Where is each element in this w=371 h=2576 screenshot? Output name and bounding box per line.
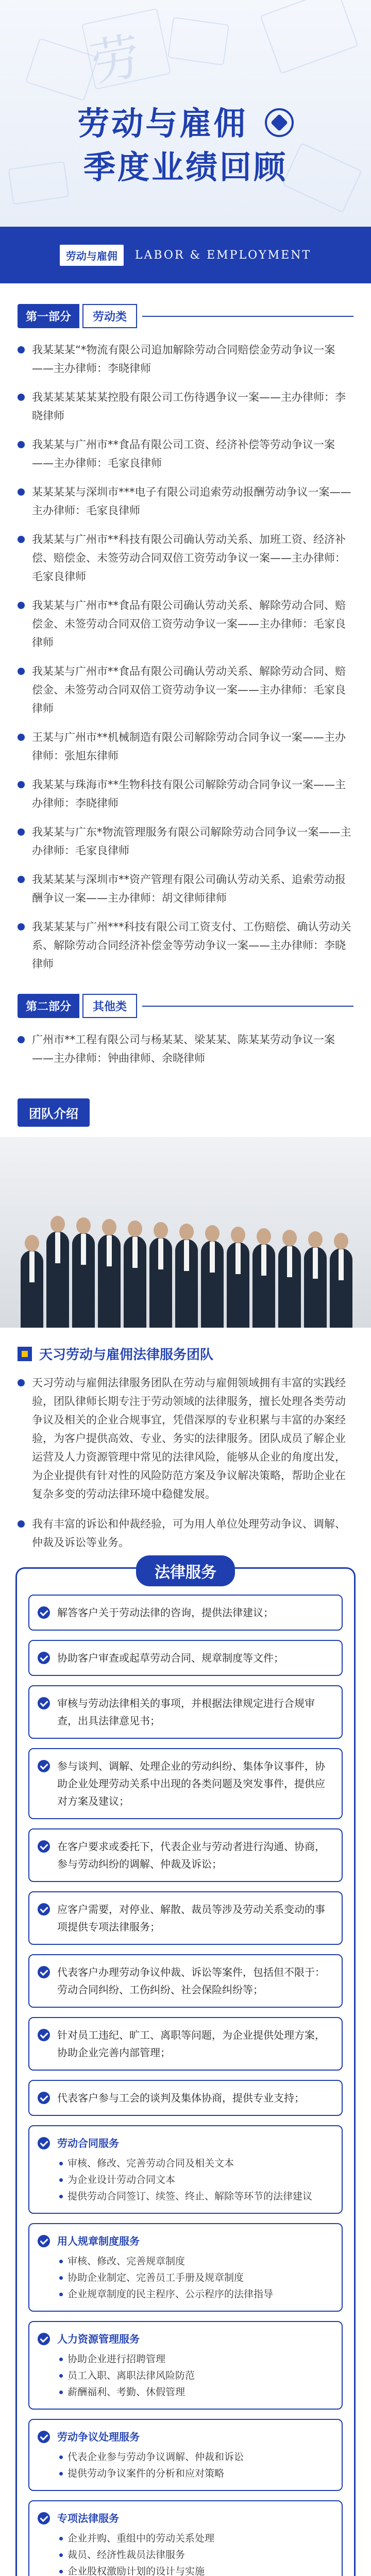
service-content (57, 1649, 333, 1667)
service-line: 提供劳动争议案件的分析和应对策略 (57, 2465, 333, 2482)
service-line: 企业规章制度的民主程序、公示程序的法律指导 (57, 2286, 333, 2302)
check-icon (38, 1903, 50, 1916)
person-head (128, 1221, 142, 1237)
case-text: 我某某某某某某控股有限公司工伤待遇争议一案——主办律师：李晓律师 (32, 391, 346, 422)
category-subtitle: LABOR & EMPLOYMENT (134, 248, 312, 262)
bullet-icon (18, 346, 25, 353)
service-heading: 人力资源管理服务 (57, 2333, 140, 2345)
check-icon (38, 2137, 50, 2149)
bullet-icon (18, 668, 25, 675)
bullet-icon (18, 734, 25, 741)
person-head (179, 1224, 194, 1240)
service-item (28, 2125, 343, 2214)
team-member-figure (227, 1242, 249, 1328)
person-head (25, 1235, 39, 1251)
check-icon (38, 1760, 50, 1772)
person-shirt (287, 1246, 292, 1277)
service-text: 代表客户参与工会的谈判及集体协商，提供专业支持； (57, 2092, 305, 2104)
person-shirt (81, 1234, 86, 1265)
deco-frame (260, 0, 358, 74)
bullet-icon (18, 488, 25, 496)
service-line: 代表企业参与劳动争议调解、仲裁和诉讼 (57, 2449, 333, 2465)
service-text: 应客户需要，对停业、解散、裁员等涉及劳动关系变动的事项提供专项法律服务； (57, 1903, 325, 1933)
case-item (18, 388, 353, 425)
hero-title-text: 劳动与雇佣 (77, 105, 248, 142)
person-shirt (235, 1243, 241, 1274)
part2-section (0, 994, 371, 1067)
firm-logo-icon (265, 108, 294, 137)
part1-case-list (18, 341, 353, 973)
service-item (28, 2500, 343, 2576)
person-head (282, 1230, 297, 1246)
service-item (28, 1595, 343, 1631)
service-line: 提供劳动合同签订、续签、终止、解除等环节的法律建议 (57, 2188, 333, 2205)
case-text: 王某与广州市**机械制造有限公司解除劳动合同争议一案——主办律师：张旭东律师 (32, 731, 346, 762)
person-shirt (339, 1249, 344, 1280)
service-content (57, 2510, 333, 2576)
service-line: 企业并购、重组中的劳动关系处理 (57, 2530, 333, 2547)
bullet-icon (18, 876, 25, 883)
part1-name: 劳动类 (82, 304, 137, 328)
service-text: 协助客户审查或起草劳动合同、规章制度等文件； (57, 1652, 284, 1664)
service-content (57, 2330, 333, 2400)
team-paragraph-text: 我有丰富的诉讼和仲裁经验，可为用人单位处理劳动争议、调解、仲裁及诉讼等业务。 (32, 1518, 346, 1549)
service-content (57, 2428, 333, 2482)
service-text: 针对员工违纪、旷工、离职等问题，为企业提供处理方案，协助企业完善内部管理； (57, 2029, 325, 2059)
person-shirt (261, 1245, 266, 1276)
service-content (57, 1694, 333, 1730)
services-list (28, 1595, 343, 2576)
check-icon (38, 1966, 50, 1978)
person-shirt (107, 1235, 112, 1266)
service-line: 裁员、经济性裁员法律服务 (57, 2547, 333, 2563)
team-subheading (18, 1344, 353, 1363)
bullet-icon (18, 781, 25, 788)
service-item (28, 2419, 343, 2491)
case-item (18, 530, 353, 586)
team-member-figure (149, 1238, 172, 1328)
service-line: 审核、修改、完善规章制度 (57, 2253, 333, 2269)
check-icon (38, 2029, 50, 2041)
category-chip: 劳动与雇佣 (60, 245, 124, 266)
check-icon (38, 2333, 50, 2345)
hero-title-line2: 季度业绩回顾 (83, 148, 288, 186)
check-icon (38, 2431, 50, 2443)
check-icon (38, 1652, 50, 1664)
service-line: 审核、修改、完善劳动合同及相关文本 (57, 2155, 333, 2172)
team-member-figure (124, 1236, 146, 1328)
team-photo (0, 1137, 371, 1328)
square-bullet-icon (18, 1347, 32, 1361)
case-item (18, 1030, 353, 1067)
service-content (57, 2026, 333, 2061)
category-banner (0, 227, 371, 283)
case-text: 我某某与广州市**食品有限公司工资、经济补偿等劳动争议一案——主办律师：毛家良律师 (32, 438, 335, 469)
services-box (15, 1564, 356, 2576)
service-content (57, 2089, 333, 2107)
service-text: 参与谈判、调解、处理企业的劳动纠纷、集体争议事件，协助企业处理劳动关系中出现的各类问题及突发事件，提供应对方案及建议； (57, 1760, 325, 1807)
service-content (57, 2232, 333, 2302)
header-rule (142, 316, 353, 317)
case-text: 我某某与珠海市**生物科技有限公司解除劳动合同争议一案——主办律师：李晓律师 (32, 778, 346, 809)
person-head (154, 1222, 168, 1239)
person-head (334, 1233, 348, 1249)
service-item (28, 1685, 343, 1739)
bullet-icon (18, 1036, 25, 1043)
case-text: 我某某与广东*物流管理服务有限公司解除劳动合同争议一案——主办律师：毛家良律师 (32, 826, 351, 857)
service-heading: 劳动合同服务 (57, 2137, 119, 2149)
person-head (50, 1216, 65, 1232)
service-line: 员工入职、离职法律风险防范 (57, 2367, 333, 2384)
part1-header (18, 304, 353, 328)
team-member-figure (252, 1244, 275, 1328)
hero-banner (0, 0, 371, 227)
service-content (57, 2134, 333, 2205)
case-item (18, 870, 353, 907)
person-shirt (29, 1251, 35, 1282)
service-content (57, 1838, 333, 1873)
service-item (28, 2080, 343, 2116)
service-content (57, 1757, 333, 1810)
team-member-figure (175, 1239, 198, 1328)
case-item (18, 483, 353, 520)
person-shirt (132, 1237, 138, 1268)
check-icon (38, 2512, 50, 2524)
case-text: 我某某与广州市**科技有限公司确认劳动关系、加班工资、经济补偿、赔偿金、未签劳动合同双倍工资劳动争议一案——主办律师：毛家良律师 (32, 533, 346, 583)
check-icon (38, 1606, 50, 1619)
deco-frame (167, 17, 229, 66)
team-member-figure (21, 1250, 43, 1328)
case-item (18, 341, 353, 378)
check-icon (38, 1697, 50, 1709)
case-item (18, 662, 353, 718)
part2-name: 其他类 (82, 994, 137, 1018)
person-shirt (158, 1239, 163, 1269)
team-paragraph (18, 1374, 353, 1503)
service-line: 企业股权激励计划的设计与实施 (57, 2563, 333, 2576)
service-heading: 专项法律服务 (57, 2512, 119, 2524)
case-item (18, 728, 353, 765)
part1-section (0, 304, 371, 973)
service-item (28, 1828, 343, 1882)
person-head (76, 1217, 91, 1234)
service-content (57, 1963, 333, 1998)
team-member-figure (201, 1241, 224, 1328)
bullet-icon (18, 923, 25, 930)
person-head (308, 1231, 323, 1248)
person-head (231, 1227, 245, 1243)
person-head (205, 1225, 220, 1242)
team-member-figure (278, 1245, 301, 1328)
team-paragraph (18, 1515, 353, 1552)
person-shirt (184, 1240, 189, 1271)
team-member-figure (98, 1234, 121, 1328)
case-text: 我某某与广州市**食品有限公司确认劳动关系、解除劳动合同、赔偿金、未签劳动合同双倍工资劳动争议一案——主办律师：毛家良律师 (32, 599, 346, 649)
part2-case-list (18, 1030, 353, 1067)
service-text: 代表客户办理劳动争议仲裁、诉讼等案件，包括但不限于：劳动合同纠纷、工伤纠纷、社会保险纠纷等； (57, 1966, 325, 1996)
team-tag: 团队介绍 (18, 1098, 90, 1127)
person-shirt (210, 1242, 215, 1273)
service-item (28, 1891, 343, 1945)
part2-header (18, 994, 353, 1018)
service-line: 协助企业进行招聘管理 (57, 2351, 333, 2367)
service-item (28, 1748, 343, 1819)
case-item (18, 435, 353, 472)
case-text: 广州市**工程有限公司与杨某某、梁某某、陈某某劳动争议一案——主办律师：钟曲律师、余晓律师 (32, 1033, 335, 1064)
service-item (28, 1640, 343, 1676)
case-text: 我某某某“*物流有限公司追加解除劳动合同赔偿金劳动争议一案——主办律师：李晓律师 (32, 344, 335, 375)
part2-label: 第二部分 (18, 994, 79, 1018)
service-item (28, 2017, 343, 2071)
person-head (102, 1219, 116, 1235)
service-content (57, 1604, 333, 1621)
hero-watermark: 劳 (86, 27, 145, 93)
bullet-icon (18, 394, 25, 401)
service-text: 在客户要求或委托下，代表企业与劳动者进行沟通、协商，参与劳动纠纷的调解、仲裁及诉讼； (57, 1840, 325, 1870)
header-rule (142, 1006, 353, 1007)
bullet-icon (18, 441, 25, 448)
service-heading: 用人规章制度服务 (57, 2235, 140, 2247)
services-title: 法律服务 (136, 1555, 235, 1586)
service-item (28, 1954, 343, 2008)
service-item (28, 2223, 343, 2312)
service-heading: 劳动争议处理服务 (57, 2431, 140, 2443)
service-line: 协助企业制定、完善员工手册及规章制度 (57, 2269, 333, 2286)
hero-title-line1 (0, 98, 371, 144)
case-text: 我某某与广州市**食品有限公司确认劳动关系、解除劳动合同、赔偿金、未签劳动合同双倍工资劳动争议一案——主办律师：毛家良律师 (32, 665, 346, 715)
case-text: 某某某某与深圳市***电子有限公司追索劳动报酬劳动争议一案——主办律师：毛家良律师 (32, 486, 351, 517)
team-subtitle: 天习劳动与雇佣法律服务团队 (39, 1347, 214, 1363)
service-line: 为企业设计劳动合同文本 (57, 2172, 333, 2188)
case-item (18, 775, 353, 812)
bullet-icon (18, 1379, 25, 1386)
person-head (257, 1228, 271, 1245)
service-text: 审核与劳动法律相关的事项，并根据法律规定进行合规审查，出具法律意见书； (57, 1697, 315, 1727)
bullet-icon (18, 828, 25, 836)
bullet-icon (18, 536, 25, 543)
part1-label: 第一部分 (18, 304, 79, 328)
case-item (18, 596, 353, 652)
bullet-icon (18, 602, 25, 609)
service-item (28, 2321, 343, 2410)
case-item (18, 918, 353, 973)
service-line: 薪酬福利、考勤、休假管理 (57, 2384, 333, 2400)
check-icon (38, 2092, 50, 2104)
team-member-figure (72, 1233, 95, 1328)
team-member-figure (330, 1248, 352, 1328)
case-text: 我某某某与深圳市**资产管理有限公司确认劳动关系、追索劳动报酬争议一案——主办律师：胡文律师律师 (32, 873, 346, 904)
bullet-icon (18, 1520, 25, 1528)
service-text: 解答客户关于劳动法律的咨询，提供法律建议； (57, 1606, 274, 1619)
check-icon (38, 2235, 50, 2247)
case-item (18, 823, 353, 860)
team-member-figure (46, 1231, 69, 1328)
check-icon (38, 1840, 50, 1853)
person-shirt (55, 1232, 60, 1263)
person-shirt (313, 1248, 318, 1279)
team-member-figure (304, 1247, 327, 1328)
case-text: 我某某某与广州***科技有限公司工资支付、工伤赔偿、确认劳动关系、解除劳动合同经济补偿金等劳动争议一案——主办律师：李晓律师 (32, 921, 351, 970)
team-paragraph-text: 天习劳动与雇佣法律服务团队在劳动与雇佣领域拥有丰富的实践经验，团队律师长期专注于劳动领域的法律服务，擅长处理各类劳动争议及相关的企业合规事宜，凭借深厚的专业积累与丰富的办案经验，为客户提供高效、专业、务实的法律服务。团队成员了解企业运营及人力资源管理中常见的法律风险，能够从企业的角度出发，为企业提供有针对性的风险防范方案及争议解决策略，帮助企业在复杂多变的劳动法律环境中稳健发展。 (32, 1377, 346, 1500)
service-content (57, 1901, 333, 1936)
